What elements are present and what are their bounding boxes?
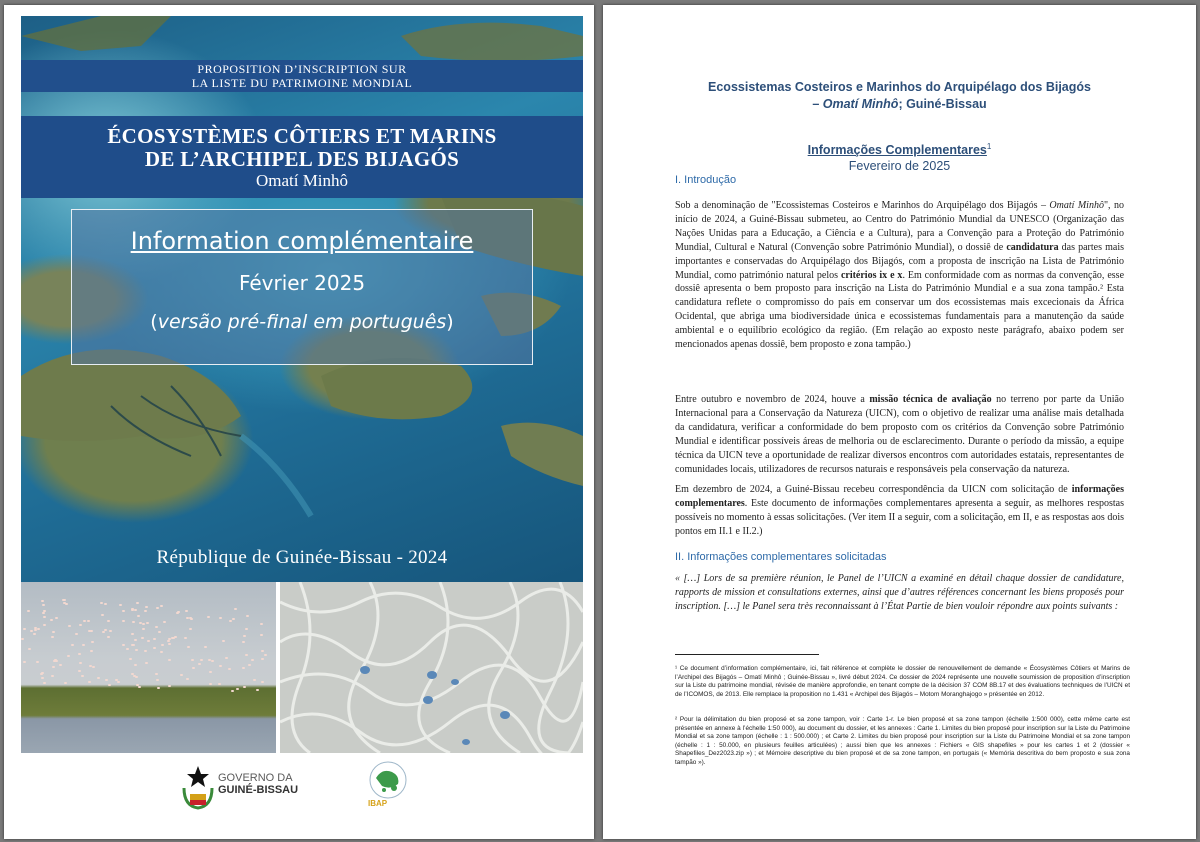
bird-mark <box>243 686 246 688</box>
bird-mark <box>52 631 55 633</box>
bird-mark <box>43 682 46 684</box>
bird-mark <box>122 644 125 646</box>
bird-mark <box>156 679 159 681</box>
text-run: Em dezembro de 2024, a Guiné-Bissau recebeu correspondência da UICN com solicitação de <box>675 484 1072 495</box>
bird-mark <box>261 650 264 652</box>
bird-mark <box>42 612 45 614</box>
bird-mark <box>54 659 57 661</box>
cover-title-line-2: DE L’ARCHIPEL DES BIJAGÓS <box>144 147 460 171</box>
bird-mark <box>89 665 92 667</box>
info-box-note-open: ( <box>150 311 158 333</box>
bird-mark <box>100 602 103 604</box>
bird-mark <box>211 660 214 662</box>
bird-mark <box>134 609 137 611</box>
bird-mark <box>198 663 201 665</box>
bird-mark <box>81 675 84 677</box>
bird-mark <box>168 685 171 687</box>
bird-mark <box>186 617 189 619</box>
bird-mark <box>248 664 251 666</box>
document-title-line-2 <box>603 96 1196 113</box>
bird-mark <box>189 628 192 630</box>
bird-mark <box>186 678 189 680</box>
bird-mark <box>228 668 231 670</box>
bird-mark <box>50 619 53 621</box>
bird-mark <box>107 620 110 622</box>
bird-mark <box>79 624 82 626</box>
bird-mark <box>234 608 237 610</box>
document-title-country: ; Guiné-Bissau <box>898 97 987 111</box>
bird-mark <box>153 638 156 640</box>
sand-pattern-photo <box>280 582 583 753</box>
text-run: das partes mais importantes e conservadas do Arquipélago dos Bijagós, com a proposta de inscrição na Lista de Património Mundial, como património natural pelos <box>675 241 1124 281</box>
paragraph-1 <box>675 199 1124 352</box>
bird-mark <box>33 633 36 635</box>
bird-mark <box>209 671 212 673</box>
bird-mark <box>187 646 190 648</box>
bird-mark <box>184 637 187 639</box>
bird-mark <box>260 623 263 625</box>
bird-mark <box>129 658 132 660</box>
bird-mark <box>79 662 82 664</box>
bird-mark <box>219 617 222 619</box>
bird-mark <box>51 636 54 638</box>
bird-mark <box>160 605 163 607</box>
bird-mark <box>131 644 134 646</box>
bird-mark <box>59 664 62 666</box>
bird-mark <box>225 657 228 659</box>
bird-mark <box>91 641 94 643</box>
bird-mark <box>157 687 160 689</box>
bird-mark <box>142 628 145 630</box>
info-box-date: Février 2025 <box>238 271 366 295</box>
satellite-cover-image <box>21 16 583 582</box>
bird-mark <box>52 666 55 668</box>
bird-mark <box>180 674 183 676</box>
bird-mark <box>153 647 156 649</box>
government-logo-line-2: GUINÉ-BISSAU <box>218 784 299 796</box>
subtitle-footnote-ref: 1 <box>986 142 992 151</box>
bird-mark <box>75 633 78 635</box>
proposal-line-1: PROPOSITION D’INSCRIPTION SUR <box>197 62 407 76</box>
bird-mark <box>176 612 179 614</box>
bird-mark <box>138 686 141 688</box>
bird-mark <box>245 654 248 656</box>
text-run: informações complementares <box>675 484 1124 509</box>
text-run: missão técnica de avaliação <box>869 394 992 405</box>
bird-mark <box>219 665 222 667</box>
government-logo <box>180 762 300 812</box>
info-box <box>71 209 533 365</box>
bird-mark <box>253 679 256 681</box>
text-run: no terreno por parte da União Internacional para a Conservação da Natureza (UICN), com o objetivo de realizar uma análise mais detalhada da candidatura, verificar a conformidade do bem proposto com os critérios da Convenção sobre Património Mundial e identificar possíveis áreas de melhoria ou de esclarecimento. Durante o período da missão, a equipe técnica da UICN teve a oportunidade de realizar diversos encontros com autoridades estatais, representantes de comunidades locais, utilizadores de recursos naturais e responsáveis pela conservação da natureza. <box>675 394 1124 475</box>
cover-title-line-3: Omatí Minhô <box>255 171 349 190</box>
bird-mark <box>51 675 54 677</box>
bird-mark <box>97 677 100 679</box>
section-heading-introduction: I. Introdução <box>675 174 737 186</box>
bird-mark <box>192 667 195 669</box>
bird-mark <box>68 625 71 627</box>
paragraph-3 <box>675 483 1124 539</box>
bird-mark <box>242 667 245 669</box>
text-run: critérios ix e x <box>840 269 903 281</box>
bird-mark <box>92 666 95 668</box>
bird-mark <box>260 634 263 636</box>
document-title-omati: Omatí Minhô <box>822 97 899 111</box>
bird-mark <box>135 649 138 651</box>
government-logo-text <box>218 772 298 796</box>
cover-title-line-1: ÉCOSYSTÈMES CÔTIERS ET MARINS <box>107 124 497 148</box>
bird-mark <box>146 622 149 624</box>
government-logo-line-1: GOVERNO DA <box>218 772 293 784</box>
bird-mark <box>27 610 30 612</box>
info-box-note <box>72 295 532 334</box>
bird-mark <box>246 615 249 617</box>
bird-mark <box>122 610 125 612</box>
iucn-quote: « […] Lors de sa première réunion, le Panel de l’UICN a examiné en détail chaque dossier de candidature, rapports de mission et consultations externes, ainsi que d’autres références concernant les biens proposés pour inscription. […] le Panel sera très reconnaissant à l’État Partie de bien vouloir répondre aux points suivants : <box>675 573 1124 612</box>
footnote-divider <box>675 654 819 655</box>
bird-mark <box>87 620 90 622</box>
bird-mark <box>251 659 254 661</box>
bird-mark <box>71 644 74 646</box>
bird-mark <box>117 681 120 683</box>
paragraph-2 <box>675 393 1124 476</box>
bird-mark <box>101 614 104 616</box>
footnote-2: ² Pour la délimitation du bien proposé et sa zone tampon, voir : Carte 1-r. Le bien proposé et sa zone tampon (échelle 1:500 000), cette même carte est présentée en annexe à l’échelle 1:50 000), au document du dossier, et les annexes : Carte 1. Limites du bien proposé pour inscription sur la Liste du Patrimoine Mondial et sa zone tampon (échelle : 1 : 500.000) ; et Carte 2. Limites du bien proposé pour inscription sur la Liste du Patrimoine Mondial et sa zone tampon (échelle : 1 : 50.000, en plusieurs feuilles articulées) ; aussi bien que les annexes : Fichiers « GIS shapefiles » pour les cartes 1 et 2 (dossier « Shapefiles_Dez2023.zip ») ; et Mémoire descriptive du bien proposé et de sa zone tampon, en portugais (« Memória descritiva do bem proposto e sua zona tampão »). <box>675 716 1130 766</box>
bird-mark <box>207 616 210 618</box>
bird-mark <box>142 623 145 625</box>
bird-mark <box>231 690 234 692</box>
bird-mark <box>63 602 66 604</box>
government-emblem-icon <box>180 764 216 810</box>
text-run: ", no início de 2024, a Guiné-Bissau submeteu, ao Centro do Património Mundial da UNESCO (Organização das Nações Unidas para a Educação, a Ciência e a Cultura), para a Convenção para a Proteção do Património Mundial, Cultural e Natural (Convenção sobre Património Mundial), o dossiê de <box>675 200 1124 253</box>
bird-mark <box>37 628 40 630</box>
bird-mark <box>122 620 125 622</box>
bird-mark <box>137 615 140 617</box>
bird-mark <box>41 677 44 679</box>
bird-mark <box>204 646 207 648</box>
info-box-note-text: versão pré-final em português <box>157 311 447 333</box>
bird-mark <box>145 606 148 608</box>
bird-mark <box>132 621 135 623</box>
bird-mark <box>30 630 33 632</box>
bird-mark <box>104 603 107 605</box>
bird-mark <box>264 654 267 656</box>
bird-mark <box>245 628 248 630</box>
bird-mark <box>78 653 81 655</box>
text-run: Entre outubro e novembro de 2024, houve a <box>675 394 870 405</box>
bird-mark <box>36 661 39 663</box>
bird-mark <box>190 618 193 620</box>
bird-mark <box>191 659 194 661</box>
text-run: . Em conformidade com as normas da convenção, esse dossiê apresenta o bem proposto para inscrição na Lista do Património Mundial e a sua zona tampão.² Esta candidatura reflete o compromisso do país em conservar um dos ecossistemas mais excecionais da África Ocidental, que abriga uma biodiversidade única e ecossistemas fundamentais para a manutenção da saúde ambiental e o equilíbrio ecológico da região. (Em relação ao exposto neste parágrafo, abaixo podem ser mencionados apenas dossiê, bem proposto e zona tampão.) <box>675 269 1125 351</box>
proposal-band <box>21 60 583 92</box>
bird-mark <box>163 621 166 623</box>
bird-mark <box>23 628 26 630</box>
bird-mark <box>160 651 163 653</box>
bird-mark <box>43 624 46 626</box>
bird-mark <box>145 662 148 664</box>
bird-mark <box>200 659 203 661</box>
footnote-1: ¹ Ce document d’information complémentaire, ici, fait référence et complète le dossier de renouvellement de demande « Écosystèmes Côtiers et Marins de l’Archipel des Bijagós – Omatí Minhô ; Guinée-Bissau », livré début 2024. Ce dossier de 2024 représente une nouvelle soumission de proposition d’inscription sur la Liste du patrimoine mondial, révisée de manière approfondie, en tenant compte de la décision 37 COM 8B.17 et des évaluations techniques de l’UICN et de l’ICOMOS, de 2013. Elle remplace la proposition no 1.431 « Archipel des Bijagós – Motom Moranghajogo » présentée en 2012. <box>675 665 1130 698</box>
bird-mark <box>261 658 264 660</box>
bird-mark <box>168 659 171 661</box>
document-title-line-1: Ecossistemas Costeiros e Marinhos do Arquipélago dos Bijagós <box>708 80 1091 94</box>
text-run: candidatura <box>1006 241 1059 253</box>
cover-title-band <box>21 116 583 198</box>
info-box-title: Information complémentaire <box>130 227 474 255</box>
bird-mark <box>147 640 150 642</box>
bird-mark <box>109 630 112 632</box>
document-date: Fevereiro de 2025 <box>848 159 951 174</box>
bird-mark <box>43 610 46 612</box>
bird-mark <box>158 631 161 633</box>
bird-mark <box>168 643 171 645</box>
ibap-label: IBAP <box>368 799 388 808</box>
document-title <box>603 79 1196 113</box>
bird-mark <box>40 673 43 675</box>
bird-mark <box>161 644 164 646</box>
bird-mark <box>88 681 91 683</box>
bird-mark <box>134 639 137 641</box>
bird-mark <box>102 631 105 633</box>
bird-mark <box>134 664 137 666</box>
bird-mark <box>90 630 93 632</box>
bird-mark <box>105 679 108 681</box>
bird-mark <box>107 636 110 638</box>
bird-mark <box>119 604 122 606</box>
bird-mark <box>144 610 147 612</box>
section-heading-requested-info: II. Informações complementares solicitadas <box>675 551 887 563</box>
bird-mark <box>141 637 144 639</box>
bird-mark <box>67 655 70 657</box>
birds-photo <box>21 582 276 753</box>
bird-mark <box>155 673 158 675</box>
bird-mark <box>261 681 264 683</box>
text-run: . Este documento de informações complementares apresenta a seguir, as melhores respostas possíveis no momento à essas solicitações. (Ver item II a seguir, com a solicitação, em II, e as respostas aos dois pontos em II.1 e II.2.) <box>675 497 1124 537</box>
bird-mark <box>136 602 139 604</box>
bird-mark <box>21 638 24 640</box>
bird-mark <box>41 600 44 602</box>
bird-mark <box>43 616 46 618</box>
bird-mark <box>78 670 81 672</box>
republic-caption: République de Guinée-Bissau - 2024 <box>156 547 448 568</box>
info-box-note-close: ) <box>446 311 454 333</box>
bird-mark <box>131 633 134 635</box>
document-subtitle <box>603 139 1196 174</box>
bird-mark <box>208 659 211 661</box>
bird-mark <box>90 650 93 652</box>
subtitle-text: Informações Complementares <box>807 143 987 158</box>
bird-mark <box>42 604 45 606</box>
cover-page <box>4 5 594 839</box>
bird-mark <box>156 607 159 609</box>
bird-mark <box>104 629 107 631</box>
bird-mark <box>256 689 259 691</box>
ibap-emblem-icon <box>362 760 414 804</box>
sand-pattern-illustration <box>280 582 583 753</box>
proposal-line-2: LA LISTE DU PATRIMOINE MONDIAL <box>191 76 413 90</box>
bird-mark <box>209 683 212 685</box>
bird-mark <box>242 641 245 643</box>
bird-mark <box>222 640 225 642</box>
bird-mark <box>131 609 134 611</box>
bird-mark <box>185 610 188 612</box>
bird-mark <box>34 629 37 631</box>
bird-mark <box>218 683 221 685</box>
bird-mark <box>63 599 66 601</box>
bird-mark <box>232 618 235 620</box>
bird-mark <box>229 620 232 622</box>
document-page <box>603 5 1196 839</box>
text-run: Omatí Minhô <box>1049 200 1104 211</box>
bird-mark <box>55 617 58 619</box>
bird-mark <box>82 644 85 646</box>
bird-mark <box>144 650 147 652</box>
document-title-dash: – <box>812 97 823 111</box>
bird-mark <box>243 635 246 637</box>
bird-mark <box>83 620 86 622</box>
bird-mark <box>236 688 239 690</box>
bird-mark <box>28 648 31 650</box>
bird-mark <box>174 636 177 638</box>
bird-mark <box>126 648 129 650</box>
text-run: Sob a denominação de "Ecossistemas Costeiros e Marinhos do Arquipélago dos Bijagós – <box>675 200 1050 211</box>
bird-mark <box>23 661 26 663</box>
bird-mark <box>108 684 111 686</box>
bird-mark <box>64 682 67 684</box>
bird-mark <box>155 626 158 628</box>
